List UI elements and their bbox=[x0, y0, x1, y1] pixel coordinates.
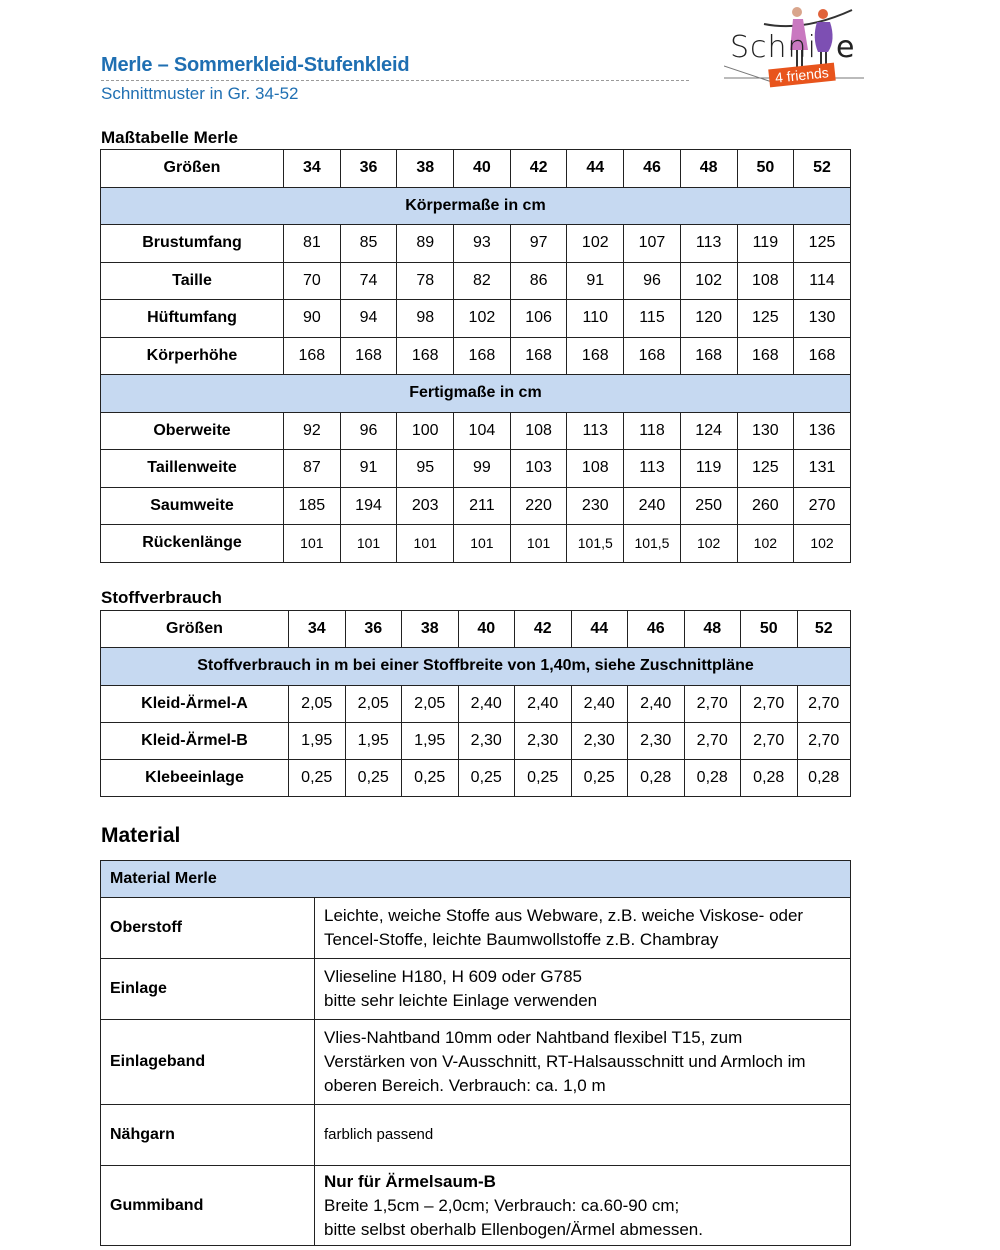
size-header-cell: 38 bbox=[397, 150, 454, 188]
value-cell: 2,05 bbox=[289, 685, 346, 722]
value-cell: 92 bbox=[284, 412, 341, 450]
material-description-line: Vlies-Nahtband 10mm oder Nahtband flexibel T15, zum bbox=[324, 1028, 743, 1047]
logo-badge: 4 friends bbox=[768, 63, 835, 88]
value-cell: 2,40 bbox=[458, 685, 515, 722]
value-cell: 81 bbox=[284, 225, 341, 263]
value-cell: 124 bbox=[680, 412, 737, 450]
material-label: Einlageband bbox=[101, 1020, 315, 1105]
size-header-row bbox=[101, 150, 851, 188]
material-row bbox=[101, 959, 851, 1020]
material-description-line: Breite 1,5cm – 2,0cm; Verbrauch: ca.60-90 cm; bbox=[324, 1195, 680, 1215]
table-row bbox=[101, 450, 851, 488]
table-row bbox=[101, 685, 851, 722]
value-cell: 78 bbox=[397, 262, 454, 300]
table-row bbox=[101, 262, 851, 300]
value-cell: 1,95 bbox=[402, 722, 459, 759]
value-cell: 250 bbox=[680, 487, 737, 525]
size-header-cell: 42 bbox=[510, 150, 567, 188]
value-cell: 103 bbox=[510, 450, 567, 488]
value-cell: 125 bbox=[737, 450, 794, 488]
measure-table bbox=[100, 149, 851, 563]
material-note-bold: Nur für Ärmelsaum-B bbox=[324, 1171, 496, 1191]
row-label: Kleid-Ärmel-B bbox=[101, 722, 289, 759]
material-description-line: farblich passend bbox=[324, 1126, 434, 1143]
value-cell: 118 bbox=[624, 412, 681, 450]
section-band-label: Stoffverbrauch in m bei einer Stoffbreite von 1,40m, siehe Zuschnittpläne bbox=[101, 648, 851, 685]
value-cell: 168 bbox=[284, 337, 341, 375]
value-cell: 102 bbox=[794, 525, 851, 563]
page-title: Merle – Sommerkleid-Stufenkleid bbox=[101, 54, 410, 76]
logo-word: Schni bbox=[730, 30, 817, 65]
row-label: Saumweite bbox=[101, 487, 284, 525]
material-description-line: Vlieseline H180, H 609 oder G785 bbox=[324, 967, 582, 986]
value-cell: 194 bbox=[340, 487, 397, 525]
value-cell: 220 bbox=[510, 487, 567, 525]
size-header-cell: 40 bbox=[454, 150, 511, 188]
value-cell: 85 bbox=[340, 225, 397, 263]
value-cell: 106 bbox=[510, 300, 567, 338]
value-cell: 211 bbox=[454, 487, 511, 525]
material-label: Gummiband bbox=[101, 1166, 315, 1246]
value-cell: 1,95 bbox=[345, 722, 402, 759]
value-cell: 0,25 bbox=[515, 760, 572, 797]
row-label: Brustumfang bbox=[101, 225, 284, 263]
size-header-cell: 36 bbox=[340, 150, 397, 188]
page-subtitle: Schnittmuster in Gr. 34-52 bbox=[101, 84, 299, 103]
value-cell: 87 bbox=[284, 450, 341, 488]
material-title-row bbox=[101, 861, 851, 898]
value-cell: 230 bbox=[567, 487, 624, 525]
size-header-cell: 38 bbox=[402, 611, 459, 648]
size-header-cell: 46 bbox=[624, 150, 681, 188]
value-cell: 101 bbox=[510, 525, 567, 563]
row-label: Kleid-Ärmel-A bbox=[101, 685, 289, 722]
table-row bbox=[101, 760, 851, 797]
size-header-cell: 36 bbox=[345, 611, 402, 648]
value-cell: 107 bbox=[624, 225, 681, 263]
value-cell: 100 bbox=[397, 412, 454, 450]
value-cell: 125 bbox=[794, 225, 851, 263]
material-description-line: Leichte, weiche Stoffe aus Webware, z.B. weiche Viskose- oder bbox=[324, 906, 804, 925]
value-cell: 94 bbox=[340, 300, 397, 338]
section-band-label: Fertigmaße in cm bbox=[101, 375, 851, 413]
table-row bbox=[101, 300, 851, 338]
value-cell: 101,5 bbox=[567, 525, 624, 563]
size-header-cell: 34 bbox=[289, 611, 346, 648]
value-cell: 270 bbox=[794, 487, 851, 525]
value-cell: 2,70 bbox=[684, 722, 741, 759]
material-heading: Material bbox=[101, 824, 181, 847]
value-cell: 2,70 bbox=[797, 722, 851, 759]
value-cell: 91 bbox=[340, 450, 397, 488]
value-cell: 168 bbox=[454, 337, 511, 375]
value-cell: 0,25 bbox=[458, 760, 515, 797]
value-cell: 108 bbox=[737, 262, 794, 300]
material-description-line: Verstärken von V-Ausschnitt, RT-Halsausschnitt und Armloch im bbox=[324, 1052, 806, 1071]
section-band bbox=[101, 648, 851, 685]
size-header-cell: 44 bbox=[567, 150, 624, 188]
table-row bbox=[101, 722, 851, 759]
value-cell: 0,28 bbox=[684, 760, 741, 797]
size-header-row bbox=[101, 611, 851, 648]
material-row bbox=[101, 898, 851, 959]
material-description-line: bitte selbst oberhalb Ellenbogen/Ärmel abmessen. bbox=[324, 1219, 703, 1239]
table-row bbox=[101, 412, 851, 450]
value-cell: 136 bbox=[794, 412, 851, 450]
material-description-line: oberen Bereich. Verbrauch: ca. 1,0 m bbox=[324, 1076, 606, 1095]
size-header-cell: 48 bbox=[684, 611, 741, 648]
value-cell: 93 bbox=[454, 225, 511, 263]
value-cell: 113 bbox=[680, 225, 737, 263]
table-row bbox=[101, 525, 851, 563]
value-cell: 95 bbox=[397, 450, 454, 488]
value-cell: 2,70 bbox=[797, 685, 851, 722]
value-cell: 104 bbox=[454, 412, 511, 450]
table-row bbox=[101, 487, 851, 525]
value-cell: 97 bbox=[510, 225, 567, 263]
value-cell: 0,28 bbox=[741, 760, 798, 797]
material-row bbox=[101, 1105, 851, 1166]
value-cell: 2,30 bbox=[571, 722, 628, 759]
value-cell: 2,40 bbox=[515, 685, 572, 722]
value-cell: 102 bbox=[737, 525, 794, 563]
value-cell: 91 bbox=[567, 262, 624, 300]
material-description bbox=[315, 959, 851, 1020]
value-cell: 168 bbox=[340, 337, 397, 375]
row-label: Hüftumfang bbox=[101, 300, 284, 338]
value-cell: 168 bbox=[680, 337, 737, 375]
row-label: Taille bbox=[101, 262, 284, 300]
fabric-table bbox=[100, 610, 851, 797]
fabric-table-heading: Stoffverbrauch bbox=[101, 588, 222, 607]
value-cell: 203 bbox=[397, 487, 454, 525]
value-cell: 2,70 bbox=[741, 722, 798, 759]
value-cell: 2,30 bbox=[515, 722, 572, 759]
value-cell: 2,05 bbox=[345, 685, 402, 722]
size-header-cell: 52 bbox=[797, 611, 851, 648]
value-cell: 70 bbox=[284, 262, 341, 300]
value-cell: 168 bbox=[567, 337, 624, 375]
value-cell: 0,25 bbox=[289, 760, 346, 797]
value-cell: 82 bbox=[454, 262, 511, 300]
material-table-title: Material Merle bbox=[101, 861, 851, 898]
row-label: Klebeeinlage bbox=[101, 760, 289, 797]
value-cell: 102 bbox=[680, 262, 737, 300]
material-label: Oberstoff bbox=[101, 898, 315, 959]
material-description bbox=[315, 1105, 851, 1166]
value-cell: 185 bbox=[284, 487, 341, 525]
value-cell: 113 bbox=[567, 412, 624, 450]
value-cell: 2,40 bbox=[571, 685, 628, 722]
material-description bbox=[315, 1020, 851, 1105]
value-cell: 102 bbox=[680, 525, 737, 563]
size-header-cell: 50 bbox=[741, 611, 798, 648]
value-cell: 0,25 bbox=[402, 760, 459, 797]
value-cell: 0,25 bbox=[345, 760, 402, 797]
section-band-finished bbox=[101, 375, 851, 413]
size-header-cell: 48 bbox=[680, 150, 737, 188]
value-cell: 1,95 bbox=[289, 722, 346, 759]
row-label: Taillenweite bbox=[101, 450, 284, 488]
value-cell: 119 bbox=[680, 450, 737, 488]
size-header-cell: 34 bbox=[284, 150, 341, 188]
value-cell: 2,70 bbox=[741, 685, 798, 722]
size-header-cell: 42 bbox=[515, 611, 572, 648]
value-cell: 99 bbox=[454, 450, 511, 488]
row-label: Körperhöhe bbox=[101, 337, 284, 375]
value-cell: 101 bbox=[284, 525, 341, 563]
logo-word-end: e bbox=[836, 30, 855, 65]
value-cell: 168 bbox=[397, 337, 454, 375]
table-row bbox=[101, 225, 851, 263]
measure-table-heading: Maßtabelle Merle bbox=[101, 128, 238, 147]
material-description bbox=[315, 898, 851, 959]
size-label: Größen bbox=[101, 150, 284, 188]
value-cell: 2,40 bbox=[628, 685, 685, 722]
value-cell: 2,30 bbox=[628, 722, 685, 759]
value-cell: 114 bbox=[794, 262, 851, 300]
material-description-line: Tencel-Stoffe, leichte Baumwollstoffe z.B. Chambray bbox=[324, 930, 719, 949]
value-cell: 0,28 bbox=[797, 760, 851, 797]
size-header-cell: 44 bbox=[571, 611, 628, 648]
value-cell: 131 bbox=[794, 450, 851, 488]
row-label: Oberweite bbox=[101, 412, 284, 450]
value-cell: 96 bbox=[624, 262, 681, 300]
value-cell: 260 bbox=[737, 487, 794, 525]
value-cell: 168 bbox=[624, 337, 681, 375]
value-cell: 108 bbox=[510, 412, 567, 450]
value-cell: 115 bbox=[624, 300, 681, 338]
value-cell: 102 bbox=[454, 300, 511, 338]
value-cell: 130 bbox=[737, 412, 794, 450]
size-header-cell: 40 bbox=[458, 611, 515, 648]
table-row bbox=[101, 337, 851, 375]
value-cell: 2,30 bbox=[458, 722, 515, 759]
value-cell: 96 bbox=[340, 412, 397, 450]
value-cell: 168 bbox=[510, 337, 567, 375]
material-description bbox=[315, 1166, 851, 1246]
value-cell: 108 bbox=[567, 450, 624, 488]
value-cell: 89 bbox=[397, 225, 454, 263]
row-label: Rückenlänge bbox=[101, 525, 284, 563]
section-band-body bbox=[101, 187, 851, 225]
size-label: Größen bbox=[101, 611, 289, 648]
brand-logo bbox=[724, 2, 864, 92]
value-cell: 0,25 bbox=[571, 760, 628, 797]
value-cell: 130 bbox=[794, 300, 851, 338]
title-divider bbox=[101, 80, 689, 81]
material-label: Nähgarn bbox=[101, 1105, 315, 1166]
value-cell: 2,05 bbox=[402, 685, 459, 722]
size-header-cell: 50 bbox=[737, 150, 794, 188]
value-cell: 74 bbox=[340, 262, 397, 300]
value-cell: 90 bbox=[284, 300, 341, 338]
value-cell: 240 bbox=[624, 487, 681, 525]
size-header-cell: 46 bbox=[628, 611, 685, 648]
value-cell: 0,28 bbox=[628, 760, 685, 797]
material-row bbox=[101, 1020, 851, 1105]
value-cell: 101 bbox=[454, 525, 511, 563]
value-cell: 125 bbox=[737, 300, 794, 338]
value-cell: 101 bbox=[340, 525, 397, 563]
material-row bbox=[101, 1166, 851, 1246]
value-cell: 113 bbox=[624, 450, 681, 488]
value-cell: 86 bbox=[510, 262, 567, 300]
material-table bbox=[100, 860, 851, 1246]
value-cell: 101 bbox=[397, 525, 454, 563]
value-cell: 120 bbox=[680, 300, 737, 338]
value-cell: 168 bbox=[794, 337, 851, 375]
value-cell: 101,5 bbox=[624, 525, 681, 563]
value-cell: 2,70 bbox=[684, 685, 741, 722]
material-description-line: bitte sehr leichte Einlage verwenden bbox=[324, 991, 598, 1010]
section-band-label: Körpermaße in cm bbox=[101, 187, 851, 225]
material-label: Einlage bbox=[101, 959, 315, 1020]
size-header-cell: 52 bbox=[794, 150, 851, 188]
value-cell: 98 bbox=[397, 300, 454, 338]
value-cell: 168 bbox=[737, 337, 794, 375]
value-cell: 119 bbox=[737, 225, 794, 263]
value-cell: 102 bbox=[567, 225, 624, 263]
value-cell: 110 bbox=[567, 300, 624, 338]
